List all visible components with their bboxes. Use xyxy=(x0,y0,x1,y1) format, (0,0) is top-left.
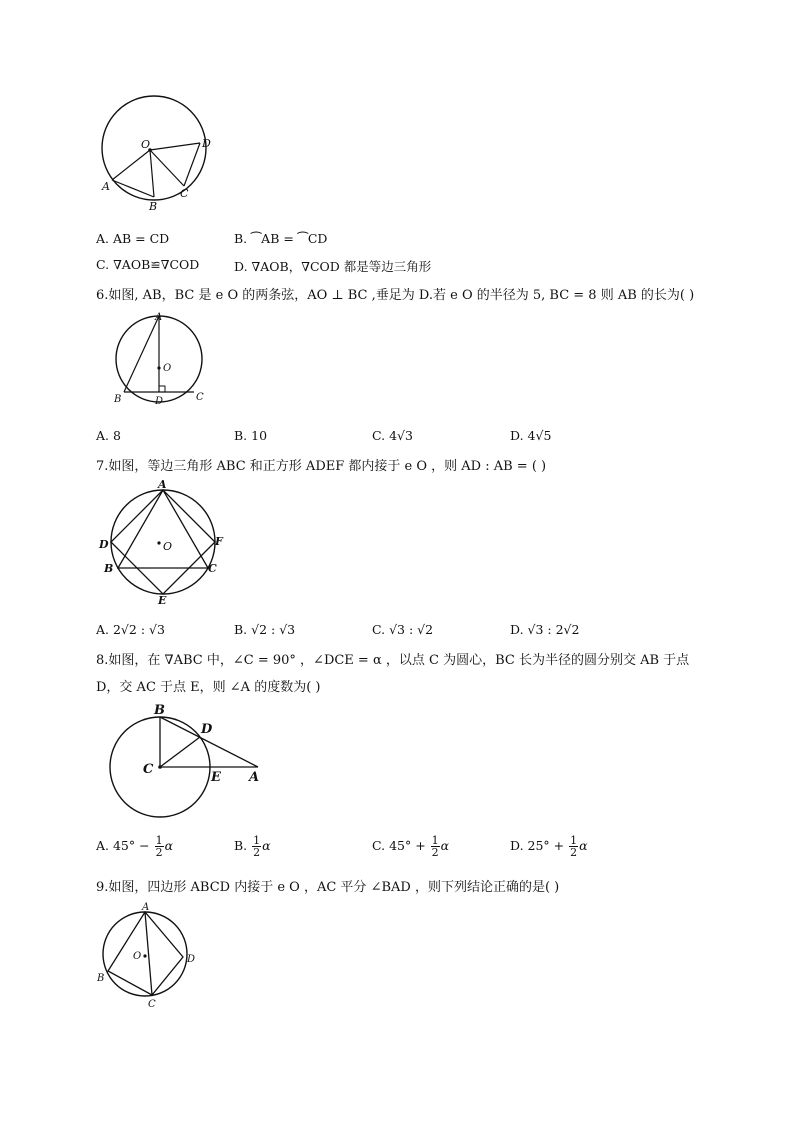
q6-label-o: O xyxy=(163,363,172,374)
q7-option-a[interactable]: A. 2√2 : √3 xyxy=(96,622,165,637)
q8-option-b-fraction: $\frac{1}{2}$ xyxy=(253,834,261,859)
q9-label-b: B xyxy=(97,973,105,984)
q7-label-e: E xyxy=(158,594,167,607)
q5-label-o: O xyxy=(141,138,151,151)
q5-label-b: B xyxy=(149,200,158,213)
q7-label-c: C xyxy=(208,562,217,575)
q8-label-d: D xyxy=(201,722,213,737)
q6-stem: 6.如图, AB，BC 是 e O 的两条弦，AO ⊥ BC ,垂足为 D.若 e O 的半径为 5, BC = 8 则 AB 的长为( ) xyxy=(96,288,695,303)
q7-label-o: O xyxy=(163,540,173,553)
q5-option-b[interactable]: B. ⁀AB = ⁀CD xyxy=(234,231,328,246)
q8-label-e: E xyxy=(211,770,221,785)
q7-label-f: F xyxy=(215,535,223,548)
q5-option-d[interactable]: D. ∇AOB，∇COD 都是等边三角形 xyxy=(234,259,432,274)
q7-option-b[interactable]: B. √2 : √3 xyxy=(234,622,296,637)
q5-label-a: A xyxy=(102,180,110,193)
q8-option-d-prefix: D. 25° + xyxy=(510,838,565,853)
q8-option-c[interactable]: C. 45° + $\frac{1}{2}$ α xyxy=(372,834,450,859)
q8-label-c: C xyxy=(143,762,154,777)
q6-label-b: B xyxy=(114,394,122,405)
q8-option-c-prefix: C. 45° + xyxy=(372,838,426,853)
q6-label-d: D xyxy=(155,396,164,407)
q8-option-a-prefix: A. 45° − xyxy=(96,838,150,853)
q7-option-d[interactable]: D. √3 : 2√2 xyxy=(510,622,580,637)
q9-stem: 9.如图，四边形 ABCD 内接于 e O ，AC 平分 ∠BAD ，则下列结论正确的是( ) xyxy=(96,880,560,895)
q6-label-c: C xyxy=(196,392,204,403)
q6-option-b[interactable]: B. 10 xyxy=(234,428,268,443)
q8-option-c-fraction: $\frac{1}{2}$ xyxy=(431,834,439,859)
q8-stem-line2: D，交 AC 于点 E，则 ∠A 的度数为( ) xyxy=(96,680,321,695)
q8-label-a: A xyxy=(249,770,260,785)
q7-label-d: D xyxy=(99,538,109,551)
q9-label-c: C xyxy=(148,999,156,1010)
q8-label-b: B xyxy=(154,703,165,718)
q7-label-a: A xyxy=(158,478,167,491)
q8-stem-line1: 8.如图，在 ∇ABC 中，∠C = 90° ，∠DCE = α ，以点 C 为圆心，BC 长为半径的圆分别交 AB 于点 xyxy=(96,653,690,668)
q8-option-a[interactable]: A. 45° − $\frac{1}{2}$ α xyxy=(96,834,174,859)
q6-option-a[interactable]: A. 8 xyxy=(96,428,121,443)
q6-option-d[interactable]: D. 4√5 xyxy=(510,428,552,443)
q5-option-a[interactable]: A. AB = CD xyxy=(96,231,170,246)
q8-option-a-fraction: $\frac{1}{2}$ xyxy=(155,834,163,859)
q5-label-c: C xyxy=(180,187,189,200)
q8-option-b-prefix: B. xyxy=(234,838,248,853)
q6-option-c[interactable]: C. 4√3 xyxy=(372,428,413,443)
q8-option-b[interactable]: B. $\frac{1}{2}$ α xyxy=(234,834,271,859)
q8-option-d[interactable]: D. 25° + $\frac{1}{2}$ α xyxy=(510,834,588,859)
q7-stem: 7.如图，等边三角形 ABC 和正方形 ADEF 都内接于 e O ，则 AD : AB = ( ) xyxy=(96,459,547,474)
q5-option-c[interactable]: C. ∇AOB≌∇COD xyxy=(96,257,200,272)
q5-label-d: D xyxy=(202,137,211,150)
q9-circle xyxy=(103,912,187,996)
q9-label-o: O xyxy=(133,951,142,962)
q9-label-a: A xyxy=(142,902,150,913)
q6-label-a: A xyxy=(155,312,163,323)
q7-option-c[interactable]: C. √3 : √2 xyxy=(372,622,434,637)
q9-label-d: D xyxy=(187,954,196,965)
q7-label-b: B xyxy=(104,562,114,575)
q8-option-d-fraction: $\frac{1}{2}$ xyxy=(570,834,578,859)
